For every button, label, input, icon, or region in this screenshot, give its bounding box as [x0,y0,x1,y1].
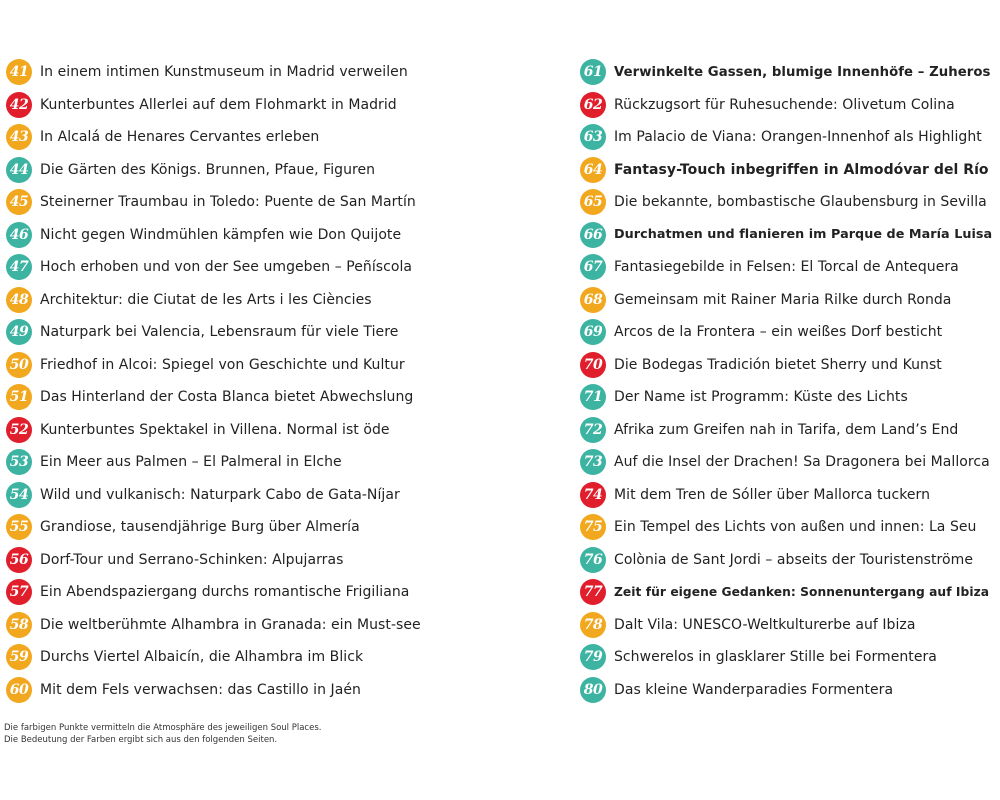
list-item-label: Friedhof in Alcoi: Spiegel von Geschichte und Kultur [40,356,405,373]
list-item-label: Im Palacio de Viana: Orangen-Innenhof als Highlight [614,129,982,146]
number-badge: 74 [580,482,606,508]
list-item-label: Naturpark bei Valencia, Lebensraum für viele Tiere [40,324,399,341]
list-item [6,544,526,577]
number-badge: 63 [580,124,606,150]
list-item [580,284,998,317]
list-item-label: Verwinkelte Gassen, blumige Innenhöfe – Zuheros [614,64,991,80]
list-item [580,186,998,219]
list-item-label: Durchatmen und flanieren im Parque de María Luisa [614,227,993,243]
list-item-label: Steinerner Traumbau in Toledo: Puente de San Martín [40,194,416,211]
number-badge: 70 [580,352,606,378]
list-item [580,121,998,154]
list-item-label: Zeit für eigene Gedanken: Sonnenuntergang auf Ibiza [614,585,990,600]
number-badge: 79 [580,644,606,670]
list-item [6,674,526,707]
list-item [6,89,526,122]
number-badge: 59 [6,644,32,670]
number-badge: 72 [580,417,606,443]
number-badge: 64 [580,157,606,183]
number-badge: 44 [6,157,32,183]
list-item-label: Grandiose, tausendjährige Burg über Almería [40,519,360,536]
list-item [580,316,998,349]
number-badge: 61 [580,59,606,85]
list-item-label: Arcos de la Frontera – ein weißes Dorf besticht [614,324,943,341]
number-badge: 77 [580,579,606,605]
list-item-label: Der Name ist Programm: Küste des Lichts [614,389,908,406]
number-badge: 65 [580,189,606,215]
number-badge: 55 [6,514,32,540]
list-item-label: Fantasy-Touch inbegriffen in Almodóvar del Río [614,161,989,178]
list-item [580,56,998,89]
left-column [6,56,526,706]
list-item-label: Kunterbuntes Allerlei auf dem Flohmarkt in Madrid [40,96,397,113]
list-item [580,576,998,609]
number-badge: 49 [6,319,32,345]
list-item [6,186,526,219]
list-item [6,576,526,609]
number-badge: 62 [580,92,606,118]
list-item [6,641,526,674]
number-badge: 73 [580,449,606,475]
number-badge: 80 [580,677,606,703]
number-badge: 66 [580,222,606,248]
number-badge: 76 [580,547,606,573]
list-item-label: Nicht gegen Windmühlen kämpfen wie Don Quijote [40,226,402,243]
list-item-label: Fantasiegebilde in Felsen: El Torcal de Antequera [614,259,959,276]
list-item [580,544,998,577]
list-item [6,56,526,89]
list-item [6,349,526,382]
footnote-line-2: Die Bedeutung der Farben ergibt sich aus den folgenden Seiten. [4,735,278,745]
list-item [580,674,998,707]
list-item-label: Afrika zum Greifen nah in Tarifa, dem Land’s End [614,421,959,438]
list-item [6,316,526,349]
list-item [6,609,526,642]
number-badge: 50 [6,352,32,378]
list-item-label: Ein Tempel des Lichts von außen und innen: La Seu [614,519,977,536]
list-item-label: Die Bodegas Tradición bietet Sherry und Kunst [614,356,942,373]
list-item-label: Das Hinterland der Costa Blanca bietet Abwechslung [40,389,414,406]
list-item [6,121,526,154]
list-item-label: Durchs Viertel Albaicín, die Alhambra im Blick [40,649,364,666]
number-badge: 78 [580,612,606,638]
number-badge: 53 [6,449,32,475]
list-item-label: Mit dem Tren de Sóller über Mallorca tuckern [614,486,930,503]
list-item [580,89,998,122]
number-badge: 68 [580,287,606,313]
number-badge: 60 [6,677,32,703]
number-badge: 67 [580,254,606,280]
list-item-label: Mit dem Fels verwachsen: das Castillo in Jaén [40,681,361,698]
list-item [580,381,998,414]
number-badge: 48 [6,287,32,313]
number-badge: 75 [580,514,606,540]
list-item-label: Rückzugsort für Ruhesuchende: Olivetum Colina [614,96,955,113]
list-item-label: Dorf-Tour und Serrano-Schinken: Alpujarras [40,551,344,568]
number-badge: 43 [6,124,32,150]
number-badge: 54 [6,482,32,508]
number-badge: 51 [6,384,32,410]
list-item [580,414,998,447]
list-item [6,219,526,252]
list-item-label: Hoch erhoben und von der See umgeben – Peñíscola [40,259,413,276]
footnote-line-1: Die farbigen Punkte vermitteln die Atmosphäre des jeweiligen Soul Places. [4,723,322,733]
list-item-label: Das kleine Wanderparadies Formentera [614,681,894,698]
number-badge: 52 [6,417,32,443]
list-item [6,381,526,414]
list-item-label: Ein Abendspaziergang durchs romantische Frigiliana [40,584,410,601]
list-item [6,446,526,479]
list-item-label: Auf die Insel der Drachen! Sa Dragonera bei Mallorca [614,454,990,471]
list-item-label: Architektur: die Ciutat de les Arts i les Ciències [40,291,372,308]
list-item-label: Kunterbuntes Spektakel in Villena. Normal ist öde [40,421,390,438]
list-item-label: Die weltberühmte Alhambra in Granada: ein Must-see [40,616,421,633]
number-badge: 57 [6,579,32,605]
list-item-label: In Alcalá de Henares Cervantes erleben [40,129,320,146]
number-badge: 47 [6,254,32,280]
list-item [580,609,998,642]
list-item [6,414,526,447]
list-item-label: Schwerelos in glasklarer Stille bei Formentera [614,649,937,666]
list-item-label: Wild und vulkanisch: Naturpark Cabo de Gata-Níjar [40,486,400,503]
footnote [4,722,321,746]
number-badge: 46 [6,222,32,248]
number-badge: 71 [580,384,606,410]
list-item [6,154,526,187]
list-item-label: Colònia de Sant Jordi – abseits der Touristenströme [614,551,974,568]
list-item [580,479,998,512]
number-badge: 41 [6,59,32,85]
list-item-label: Die bekannte, bombastische Glaubensburg in Sevilla [614,194,987,211]
list-item [6,251,526,284]
list-item [580,511,998,544]
list-item-label: Gemeinsam mit Rainer Maria Rilke durch Ronda [614,291,952,308]
number-badge: 45 [6,189,32,215]
list-item [580,154,998,187]
number-badge: 69 [580,319,606,345]
list-item-label: Die Gärten des Königs. Brunnen, Pfaue, Figuren [40,161,376,178]
list-item [6,284,526,317]
list-item [6,511,526,544]
list-item [580,219,998,252]
list-item [580,251,998,284]
list-item-label: Ein Meer aus Palmen – El Palmeral in Elche [40,454,342,471]
list-item [580,641,998,674]
number-badge: 56 [6,547,32,573]
list-item [580,349,998,382]
list-item [6,479,526,512]
list-item-label: Dalt Vila: UNESCO-Weltkulturerbe auf Ibiza [614,616,916,633]
number-badge: 42 [6,92,32,118]
list-item-label: In einem intimen Kunstmuseum in Madrid verweilen [40,64,408,81]
right-column [580,56,998,706]
number-badge: 58 [6,612,32,638]
list-item [580,446,998,479]
